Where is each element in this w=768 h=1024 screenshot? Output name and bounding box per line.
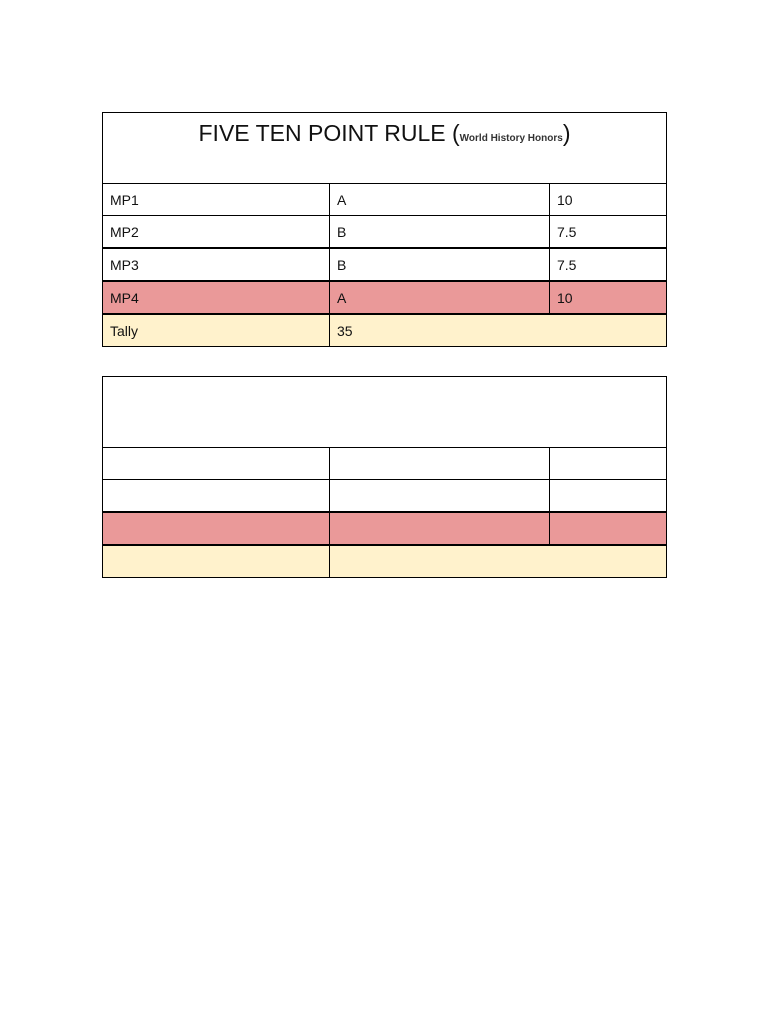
table-subtitle: World History Honors [459, 133, 563, 144]
table-row [103, 184, 667, 216]
empty-cell[interactable] [550, 480, 667, 513]
points-cell[interactable]: 7.5 [550, 248, 667, 281]
table-title-row [103, 113, 667, 184]
empty-cell[interactable] [330, 512, 550, 545]
tally-row [103, 314, 667, 347]
empty-cell[interactable] [330, 480, 550, 513]
empty-tally-row [103, 545, 667, 578]
empty-table-row [103, 480, 667, 513]
tally-value-cell[interactable]: 35 [330, 314, 667, 347]
empty-cell[interactable] [103, 448, 330, 480]
table-row-highlighted [103, 281, 667, 314]
table-title-close: ) [562, 120, 571, 146]
table-row [103, 216, 667, 249]
points-cell[interactable]: 10 [550, 184, 667, 216]
table-title: FIVE TEN POINT RULE ( [198, 120, 460, 146]
empty-cell[interactable] [550, 512, 667, 545]
grade-cell[interactable]: A [330, 281, 550, 314]
empty-table-row-highlighted [103, 512, 667, 545]
period-cell[interactable]: MP2 [103, 216, 330, 249]
empty-cell[interactable] [550, 448, 667, 480]
grade-cell[interactable]: B [330, 216, 550, 249]
empty-table-row [103, 448, 667, 480]
empty-point-table [102, 376, 667, 578]
period-cell[interactable]: MP3 [103, 248, 330, 281]
period-cell[interactable]: MP1 [103, 184, 330, 216]
table-title-cell[interactable] [103, 113, 667, 184]
grade-cell[interactable]: A [330, 184, 550, 216]
period-cell[interactable]: MP4 [103, 281, 330, 314]
empty-cell[interactable] [330, 545, 667, 578]
points-cell[interactable]: 7.5 [550, 216, 667, 249]
table-row [103, 248, 667, 281]
empty-cell[interactable] [103, 545, 330, 578]
empty-title-row [103, 377, 667, 448]
points-cell[interactable]: 10 [550, 281, 667, 314]
empty-title-cell[interactable] [103, 377, 667, 448]
tally-label-cell[interactable]: Tally [103, 314, 330, 347]
grade-cell[interactable]: B [330, 248, 550, 281]
five-ten-point-table [102, 112, 667, 347]
empty-cell[interactable] [103, 480, 330, 513]
empty-cell[interactable] [330, 448, 550, 480]
empty-cell[interactable] [103, 512, 330, 545]
